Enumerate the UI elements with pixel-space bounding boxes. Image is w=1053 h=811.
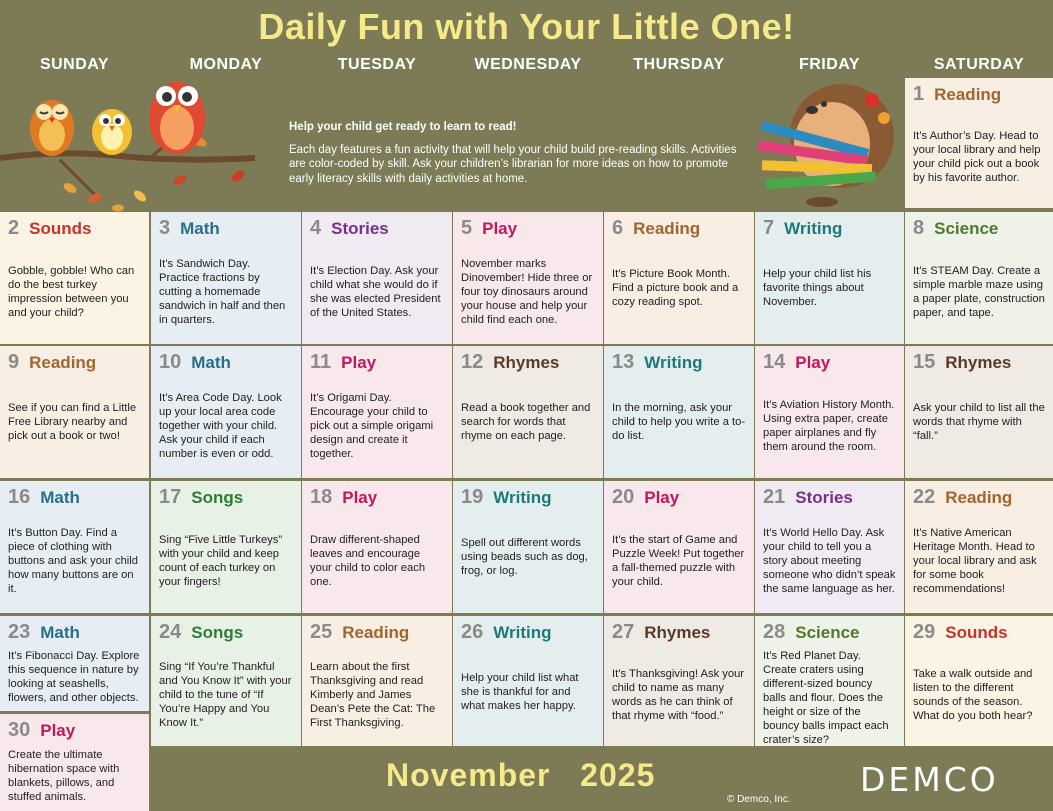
day-number: 27	[612, 621, 635, 643]
activity-text: Take a walk outside and listen to the different sounds of the season. What do you both hear?	[913, 668, 1033, 722]
calendar-day-20	[604, 481, 754, 613]
calendar-day-11	[302, 346, 452, 478]
skill-label: Songs	[191, 623, 244, 642]
owls-on-branch-icon	[0, 70, 265, 220]
calendar-day-16	[0, 481, 149, 613]
activity-text: It’s STEAM Day. Create a simple marble maze using a paper plate, construction paper, and tape.	[913, 265, 1045, 319]
skill-label: Writing	[784, 219, 843, 238]
intro-text	[289, 120, 739, 186]
activity-text: In the morning, ask your child to help you write a to-do list.	[612, 402, 746, 442]
activity-text: It’s Native American Heritage Month. Head to your local library and ask for some book recommendations!	[913, 527, 1037, 595]
activity-text: It’s Fibonacci Day. Explore this sequence in nature by looking at seashells, flowers, and other objects.	[8, 650, 140, 704]
day-number: 12	[461, 351, 484, 373]
day-number: 2	[8, 217, 20, 239]
activity-text: Spell out different words using beads such as dog, frog, or log.	[461, 537, 588, 577]
calendar-day-7	[755, 212, 904, 344]
weekday-friday: FRIDAY	[798, 56, 861, 73]
calendar-day-23	[0, 616, 149, 711]
activity-text: Gobble, gobble! Who can do the best turkey impression between you and your child?	[8, 265, 135, 319]
day-number: 13	[612, 351, 635, 373]
copyright: © Demco, Inc.	[727, 794, 791, 805]
skill-label: Stories	[331, 219, 389, 238]
day-number: 1	[913, 83, 925, 105]
calendar-day-17	[151, 481, 301, 613]
skill-label: Rhymes	[493, 353, 560, 372]
day-number: 11	[310, 351, 332, 373]
activity-text: It’s Picture Book Month. Find a picture book and a cozy reading spot.	[612, 268, 739, 308]
skill-label: Sounds	[945, 623, 1008, 642]
skill-label: Play	[341, 353, 377, 372]
skill-label: Reading	[342, 623, 410, 642]
activity-text: Learn about the first Thanksgiving and read Kimberly and James Dean’s Pete the Cat: The First Thanksgiving.	[310, 661, 436, 729]
calendar-day-30	[0, 714, 149, 811]
skill-label: Reading	[29, 353, 97, 372]
day-number: 17	[159, 486, 182, 508]
weekday-sunday: SUNDAY	[39, 56, 110, 73]
intro-body: Each day features a fun activity that will help your child build pre-reading skills. Activities are color-coded by skill. Ask your children’s librarian for more ideas on how to promote early literacy skills with daily activities at home.	[289, 143, 737, 185]
calendar-day-8	[905, 212, 1053, 344]
day-number: 26	[461, 621, 484, 643]
weekday-thursday: THURSDAY	[633, 56, 725, 73]
day-number: 14	[763, 351, 786, 373]
skill-label: Science	[795, 623, 860, 642]
day-number: 28	[763, 621, 786, 643]
calendar-day-18	[302, 481, 452, 613]
skill-label: Math	[40, 623, 80, 642]
activity-text: It’s Red Planet Day. Create craters using different-sized bouncy balls and flour. Does the height or size of the bouncy balls impact each crater’s size?	[763, 650, 889, 746]
day-number: 7	[763, 217, 775, 239]
day-number: 22	[913, 486, 936, 508]
activity-text: It’s Sandwich Day. Practice fractions by cutting a homemade sandwich in half and then in quarters.	[159, 258, 286, 326]
skill-label: Songs	[191, 488, 244, 507]
skill-label: Play	[482, 219, 518, 238]
activity-text: It’s Aviation History Month. Using extra paper, create paper airplanes and fly them around the room.	[763, 399, 895, 453]
activity-text: Draw different-shaped leaves and encourage your child to color each one.	[310, 534, 426, 588]
page-title: Daily Fun with Your Little One!	[258, 6, 795, 47]
day-number: 15	[913, 351, 936, 373]
activity-text: It’s Button Day. Find a piece of clothing with buttons and ask your child how many buttons are on it.	[8, 527, 138, 595]
activity-text: See if you can find a Little Free Library nearby and pick out a book or two!	[8, 402, 137, 442]
day-number: 19	[461, 486, 484, 508]
activity-text: Read a book together and search for words that rhyme on each page.	[461, 402, 591, 442]
activity-text: It’s World Hello Day. Ask your child to tell you a story about meeting someone who didn’t speak the same language as her.	[763, 527, 896, 595]
activity-text: It’s Election Day. Ask your child what she would do if she was elected President of the United States.	[310, 265, 441, 319]
day-number: 23	[8, 621, 31, 643]
day-number: 3	[159, 217, 171, 239]
skill-label: Rhymes	[945, 353, 1012, 372]
owl-icon	[149, 82, 205, 154]
month-year: November 2025	[386, 757, 656, 793]
activity-text: It’s Origami Day. Encourage your child to pick out a simple origami design and create it together.	[310, 392, 434, 460]
activity-text: Help your child list what she is thankful for and what makes her happy.	[461, 672, 579, 712]
owl-icon	[30, 100, 74, 156]
calendar-day-9	[0, 346, 149, 478]
skill-label: Math	[180, 219, 220, 238]
calendar-day-28	[755, 616, 904, 746]
day-number: 4	[310, 217, 322, 239]
activity-text: Ask your child to list all the words that rhyme with “fall.”	[913, 402, 1045, 442]
activity-text: Sing “If You’re Thankful and You Know It” with your child to the tune of “If You’re Happy and You Know It.”	[159, 661, 292, 729]
calendar-day-1	[905, 78, 1053, 208]
calendar-day-27	[604, 616, 754, 746]
day-number: 16	[8, 486, 31, 508]
calendar-day-15	[905, 346, 1053, 478]
skill-label: Play	[342, 488, 378, 507]
day-number: 10	[159, 351, 182, 373]
day-number: 6	[612, 217, 624, 239]
day-number: 9	[8, 351, 20, 373]
day-number: 18	[310, 486, 333, 508]
activity-text: Create the ultimate hibernation space with blankets, pillows, and stuffed animals.	[8, 749, 120, 803]
activity-text: It’s Area Code Day. Look up your local area code together with your child. Ask your child if each number is even or odd.	[159, 392, 282, 460]
day-number: 30	[8, 719, 31, 741]
skill-label: Science	[934, 219, 999, 238]
weekday-saturday: SATURDAY	[933, 56, 1025, 73]
calendar-day-5	[453, 212, 603, 344]
calendar-day-6	[604, 212, 754, 344]
skill-label: Math	[191, 353, 231, 372]
demco-logo: DEMCO	[860, 760, 999, 799]
skill-label: Writing	[644, 353, 703, 372]
day-number: 20	[612, 486, 635, 508]
calendar-day-4	[302, 212, 452, 344]
calendar-day-26	[453, 616, 603, 746]
activity-text: It’s Thanksgiving! Ask your child to name as many words as he can think of that rhyme with “food.”	[612, 668, 745, 722]
day-number: 5	[461, 217, 473, 239]
owl-icon	[92, 109, 132, 155]
activity-text: Sing “Five Little Turkeys” with your child and keep count of each turkey on your fingers!	[159, 534, 283, 588]
calendar-day-19	[453, 481, 603, 613]
skill-label: Writing	[493, 488, 552, 507]
calendar-day-29	[905, 616, 1053, 746]
weekday-wednesday: WEDNESDAY	[474, 56, 582, 73]
weekday-monday: MONDAY	[189, 56, 263, 73]
calendar-day-24	[151, 616, 301, 746]
day-number: 21	[763, 486, 786, 508]
day-number: 29	[913, 621, 936, 643]
day-number: 8	[913, 217, 925, 239]
leaf-icon	[62, 136, 246, 212]
activity-text: November marks Dinovember! Hide three or four toy dinosaurs around your house and help your child find each one.	[461, 258, 593, 326]
calendar-day-25	[302, 616, 452, 746]
calendar-day-22	[905, 481, 1053, 613]
skill-label: Rhymes	[644, 623, 711, 642]
calendar-day-21	[755, 481, 904, 613]
skill-label: Sounds	[29, 219, 92, 238]
skill-label: Reading	[945, 488, 1013, 507]
weekday-tuesday: TUESDAY	[337, 56, 417, 73]
skill-label: Reading	[934, 85, 1002, 104]
skill-label: Play	[644, 488, 680, 507]
calendar-day-14	[755, 346, 904, 478]
skill-label: Reading	[633, 219, 701, 238]
calendar-day-2	[0, 212, 149, 344]
calendar-day-3	[151, 212, 301, 344]
activity-text: Help your child list his favorite things about November.	[763, 268, 872, 308]
calendar-day-12	[453, 346, 603, 478]
skill-label: Play	[40, 721, 76, 740]
activity-text: It’s the start of Game and Puzzle Week! Put together a fall-themed puzzle with your child.	[612, 534, 745, 588]
calendar-day-13	[604, 346, 754, 478]
day-number: 24	[159, 621, 182, 643]
skill-label: Math	[40, 488, 80, 507]
skill-label: Play	[795, 353, 831, 372]
hedgehog-icon	[752, 74, 902, 210]
skill-label: Stories	[795, 488, 853, 507]
activity-text: It’s Author’s Day. Head to your local library and help your child pick out a book by his favorite author.	[913, 130, 1041, 184]
calendar-day-10	[151, 346, 301, 478]
skill-label: Writing	[493, 623, 552, 642]
intro-heading: Help your child get ready to learn to read!	[289, 121, 517, 133]
day-number: 25	[310, 621, 333, 643]
